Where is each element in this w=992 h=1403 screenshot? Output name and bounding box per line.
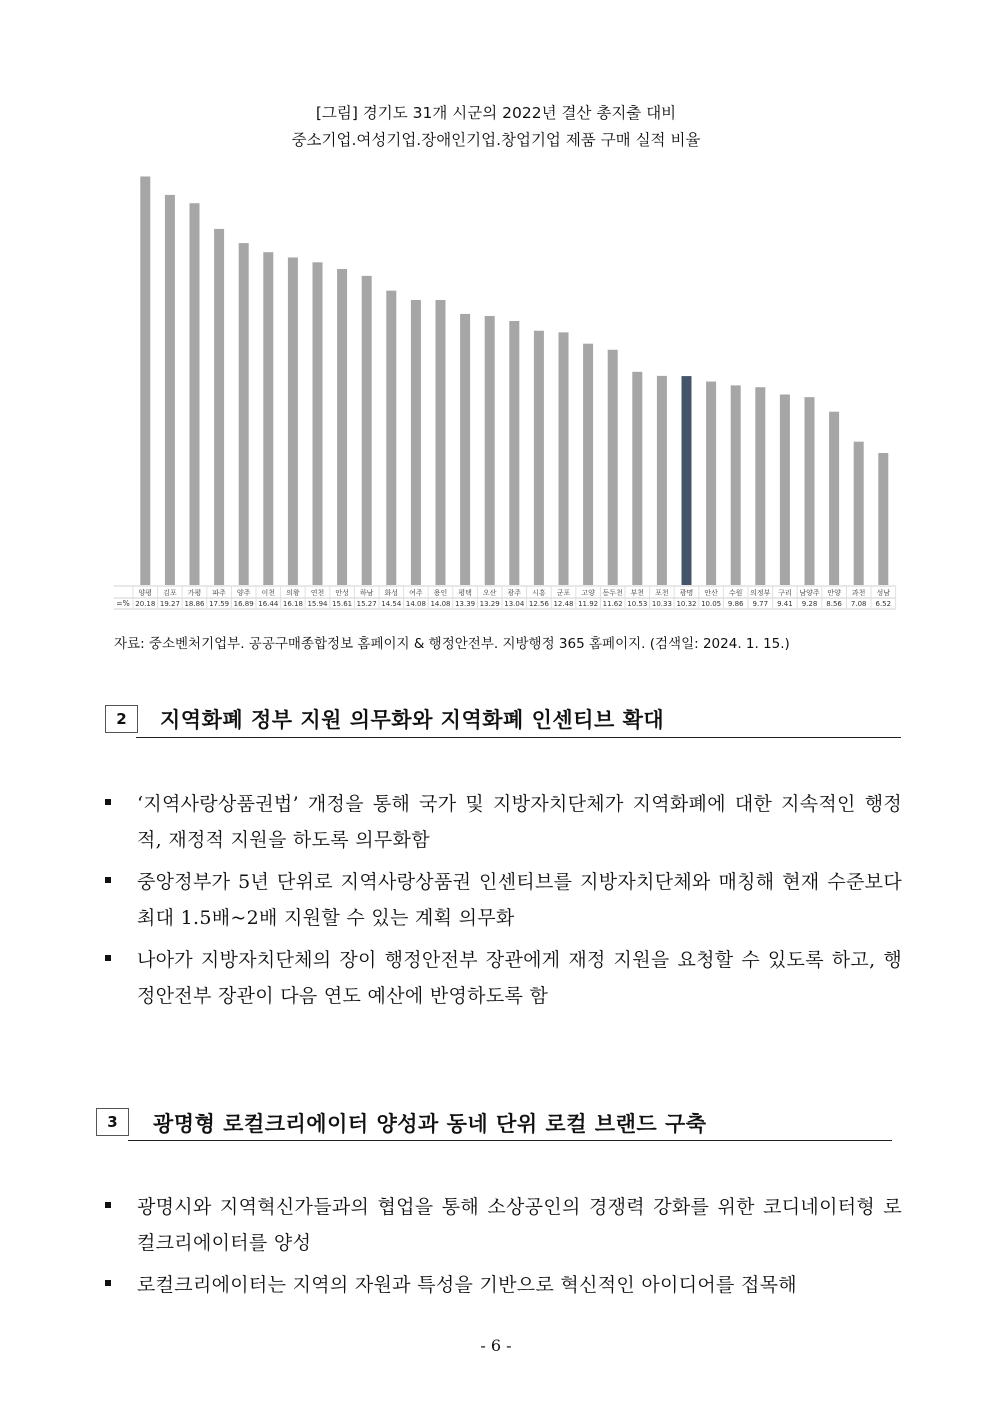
value-label: 14.54: [381, 600, 402, 608]
bar-7: [288, 257, 298, 585]
category-label: 양주: [236, 589, 251, 597]
section-2-underline: [136, 737, 901, 738]
value-label: 15.61: [332, 600, 353, 608]
category-label: 오산: [482, 589, 497, 597]
value-label: 9.28: [801, 600, 818, 608]
value-label: 16.89: [233, 600, 254, 608]
value-label: 10.33: [651, 600, 672, 608]
value-label: 14.08: [405, 600, 426, 608]
value-label: 9.41: [777, 600, 793, 608]
value-label: 9.77: [752, 600, 769, 608]
category-label: 성남: [876, 589, 891, 597]
bar-31: [878, 453, 888, 585]
category-label: 남양주: [799, 589, 820, 597]
bar-2: [165, 195, 175, 585]
category-label: 양평: [138, 589, 153, 597]
bar-24: [706, 382, 716, 585]
category-label: 가평: [187, 589, 202, 597]
value-label: 20.18: [135, 600, 156, 608]
category-label: 과천: [851, 589, 866, 597]
bar-22: [657, 376, 667, 585]
bar-15: [485, 316, 495, 585]
bar-17: [534, 331, 544, 585]
bar-16: [509, 321, 519, 585]
value-label: 16.44: [258, 600, 279, 608]
figure-source: 자료: 중소벤처기업부. 공공구매종합정보 홈페이지 & 행정안전부. 지방행정 365 홈페이지. (검색일: 2024. 1. 15.): [114, 636, 790, 652]
category-label: 여주: [409, 589, 423, 597]
category-label: 광주: [507, 589, 522, 597]
section-2-title: 지역화폐 정부 지원 의무화와 지역화폐 인센티브 확대: [160, 708, 665, 732]
bar-8: [313, 262, 323, 585]
figure-title-line2: 중소기업.여성기업.장애인기업.창업기업 제품 구매 실적 비율: [291, 131, 701, 149]
category-label: 평택: [458, 589, 472, 597]
value-label: 13.29: [479, 600, 500, 608]
section-3-bullet-2: 로컬크리에이터는 지역의 자원과 특성을 기반으로 혁신적인 아이디어를 접목해: [137, 1274, 797, 1296]
bar-13: [436, 300, 446, 585]
section-3-title: 광명형 로컬크리에이터 양성과 동네 단위 로컬 브랜드 구축: [153, 1112, 707, 1136]
category-label: 군포: [556, 589, 571, 597]
value-label: 13.39: [455, 600, 476, 608]
category-label: 안성: [335, 589, 349, 597]
category-label: 의왕: [286, 589, 300, 597]
value-label: 11.62: [602, 600, 623, 608]
bar-12: [411, 300, 421, 585]
bar-11: [386, 291, 396, 585]
bullet-icon: [104, 876, 114, 886]
bar-26: [755, 387, 765, 585]
section-2-bullet-2: 중앙정부가 5년 단위로 지역사랑상품권 인센티브를 지방자치단체와 매칭해 현재 수준보다 최대 1.5배~2배 지원할 수 있는 계획 의무화: [137, 871, 902, 929]
category-label: 구리: [778, 589, 792, 597]
bar-chart: [0, 0, 992, 620]
value-label: 8.56: [826, 600, 842, 608]
value-label: 11.92: [578, 600, 599, 608]
category-label: 고양: [581, 589, 595, 597]
page-number: - 6 -: [480, 1336, 512, 1355]
value-label: 18.86: [184, 600, 205, 608]
bar-27: [780, 395, 790, 585]
category-label: 안양: [827, 589, 841, 597]
bar-4: [214, 229, 224, 585]
section-3-bullet-1: 광명시와 지역혁신가들과의 협업을 통해 소상공인의 경쟁력 강화를 위한 코디네이터형 로컬크리에이터를 양성: [137, 1196, 902, 1254]
value-label: 15.94: [307, 600, 328, 608]
value-label: 12.48: [553, 600, 574, 608]
value-label: 13.04: [504, 600, 525, 608]
value-label: 7.08: [850, 600, 867, 608]
value-label: 15.27: [356, 600, 377, 608]
category-label: 의정부: [750, 589, 771, 597]
bullet-icon: [104, 1279, 114, 1289]
figure-title-line1: [그림] 경기도 31개 시군의 2022년 결산 총지출 대비: [315, 104, 677, 122]
value-label: 16.18: [282, 600, 303, 608]
bar-28: [805, 397, 815, 585]
bar-9: [337, 269, 347, 585]
category-label: 하남: [359, 589, 374, 597]
value-label: 10.53: [627, 600, 648, 608]
category-label: 파주: [212, 589, 226, 597]
section-3-number: 3: [96, 1108, 129, 1136]
category-label: 수원: [728, 589, 743, 597]
bar-1: [140, 176, 150, 585]
section-2-bullet-3: 나아가 지방자치단체의 장이 행정안전부 장관에게 재정 지원을 요청할 수 있도록 하고, 행정안전부 장관이 다음 연도 예산에 반영하도록 함: [137, 949, 902, 1007]
category-label: 이천: [261, 589, 276, 597]
bullet-icon: [104, 1201, 114, 1211]
category-label: 화성: [384, 589, 399, 597]
category-label: 동두천: [602, 589, 623, 597]
table-row-label: =%: [116, 599, 130, 608]
category-label: 시흥: [532, 589, 546, 597]
category-label: 김포: [163, 589, 177, 597]
bullet-icon: [104, 954, 114, 964]
bar-25: [731, 385, 741, 585]
bar-20: [608, 350, 618, 585]
value-label: 9.86: [727, 600, 744, 608]
bar-14: [460, 314, 470, 585]
section-3-underline: [128, 1140, 892, 1141]
bar-29: [829, 412, 839, 585]
bar-30: [854, 442, 864, 585]
bar-3: [190, 203, 200, 585]
value-label: 14.08: [430, 600, 451, 608]
bar-19: [583, 344, 593, 585]
value-label: 17.59: [209, 600, 230, 608]
bar-21: [632, 372, 642, 585]
category-label: 안산: [704, 589, 718, 597]
value-label: 10.05: [701, 600, 722, 608]
bar-6: [263, 252, 273, 585]
bar-18: [559, 332, 569, 585]
bullet-icon: [104, 798, 114, 808]
category-label: 연천: [310, 589, 325, 597]
value-label: 19.27: [159, 600, 180, 608]
value-label: 12.56: [528, 600, 549, 608]
value-label: 10.32: [676, 600, 697, 608]
section-2-bullet-1: ‘지역사랑상품권법’ 개정을 통해 국가 및 지방자치단체가 지역화폐에 대한 지속적인 행정적, 재정적 지원을 하도록 의무화함: [137, 793, 902, 851]
bar-23: [682, 376, 692, 585]
bar-5: [239, 243, 249, 585]
category-label: 광명: [679, 589, 694, 597]
category-label: 용인: [433, 589, 448, 597]
bar-10: [362, 276, 372, 585]
section-2-number: 2: [105, 705, 138, 733]
category-label: 부천: [630, 589, 645, 597]
value-label: 6.52: [875, 600, 892, 608]
category-label: 포천: [655, 589, 669, 597]
